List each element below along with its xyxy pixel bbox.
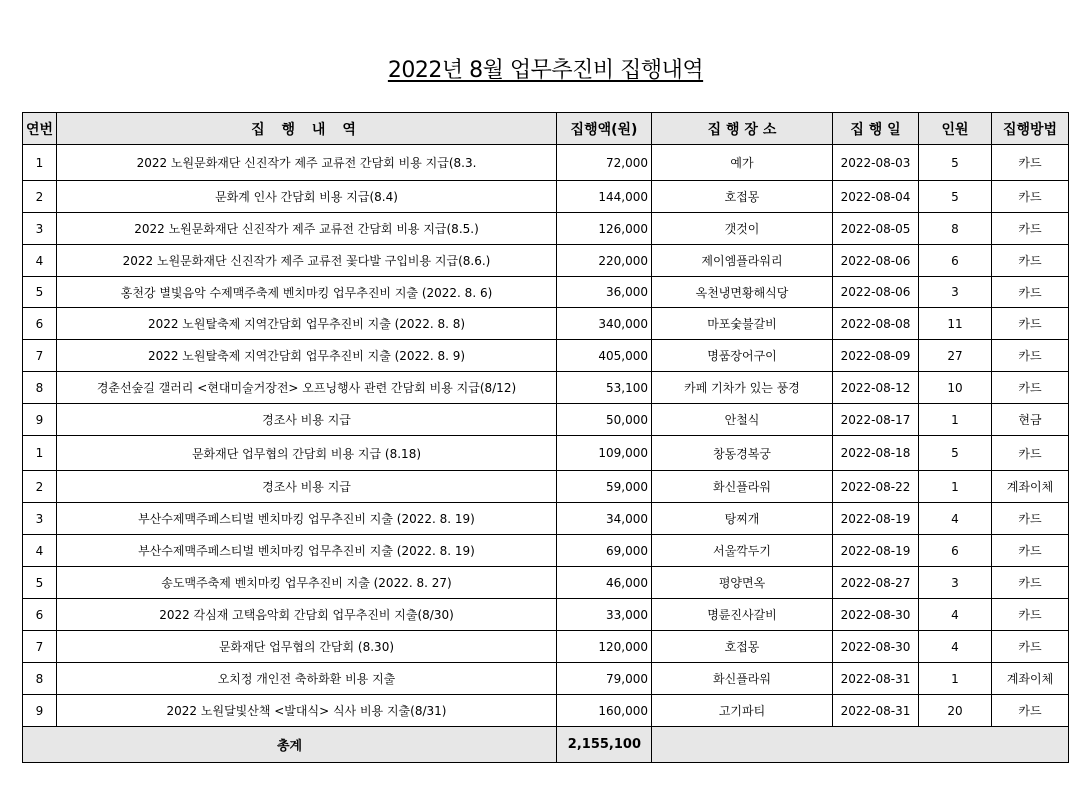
row-method: 카드: [992, 695, 1069, 727]
table-row: [23, 663, 1069, 695]
page-title: 2022년 8월 업무추진비 집행내역: [387, 58, 704, 83]
row-description: 오치정 개인전 축하화환 비용 지출: [57, 663, 557, 695]
row-amount: 36,000: [557, 277, 652, 308]
table-row: [23, 340, 1069, 372]
header-people: 인원: [919, 113, 992, 145]
row-no: 9: [23, 404, 57, 436]
row-place: 명륜진사갈비: [652, 599, 833, 631]
table-row: [23, 503, 1069, 535]
row-place: 옥천냉면황해식당: [652, 277, 833, 308]
row-no: 3: [23, 213, 57, 245]
row-people: 20: [919, 695, 992, 727]
row-date: 2022-08-12: [833, 372, 919, 404]
row-people: 3: [919, 567, 992, 599]
row-people: 6: [919, 535, 992, 567]
row-description: 2022 노원문화재단 신진작가 제주 교류전 간담회 비용 지급(8.3.: [57, 145, 557, 181]
row-amount: 33,000: [557, 599, 652, 631]
row-date: 2022-08-31: [833, 695, 919, 727]
row-amount: 79,000: [557, 663, 652, 695]
row-method: 카드: [992, 631, 1069, 663]
row-description: 경조사 비용 지급: [57, 471, 557, 503]
row-description: 경춘선숲길 갤러리 <현대미술거장전> 오프닝행사 관련 간담회 비용 지급(8/12): [57, 372, 557, 404]
header-place: 집 행 장 소: [652, 113, 833, 145]
row-method: 카드: [992, 277, 1069, 308]
row-no: 2: [23, 181, 57, 213]
row-people: 5: [919, 436, 992, 471]
header-method: 집행방법: [992, 113, 1069, 145]
total-row: [23, 727, 1069, 763]
row-people: 4: [919, 599, 992, 631]
row-date: 2022-08-27: [833, 567, 919, 599]
row-no: 6: [23, 599, 57, 631]
row-no: 1: [23, 145, 57, 181]
row-method: 카드: [992, 340, 1069, 372]
header-description: 집 행 내 역: [57, 113, 557, 145]
row-amount: 59,000: [557, 471, 652, 503]
header-date: 집 행 일: [833, 113, 919, 145]
table-row: [23, 145, 1069, 181]
row-people: 6: [919, 245, 992, 277]
row-place: 갯것이: [652, 213, 833, 245]
row-people: 1: [919, 663, 992, 695]
row-description: 2022 노원탈축제 지역간담회 업무추진비 지출 (2022. 8. 8): [57, 308, 557, 340]
table-row: [23, 181, 1069, 213]
row-amount: 126,000: [557, 213, 652, 245]
row-people: 8: [919, 213, 992, 245]
row-date: 2022-08-06: [833, 245, 919, 277]
table-row: [23, 308, 1069, 340]
row-date: 2022-08-09: [833, 340, 919, 372]
row-description: 송도맥주축제 벤치마킹 업무추진비 지출 (2022. 8. 27): [57, 567, 557, 599]
row-date: 2022-08-30: [833, 599, 919, 631]
row-people: 27: [919, 340, 992, 372]
row-people: 5: [919, 181, 992, 213]
row-people: 3: [919, 277, 992, 308]
row-place: 호접몽: [652, 181, 833, 213]
row-place: 마포숯불갈비: [652, 308, 833, 340]
row-method: 카드: [992, 213, 1069, 245]
expense-table: [22, 112, 1069, 763]
row-method: 카드: [992, 245, 1069, 277]
row-description: 부산수제맥주페스티벌 벤치마킹 업무추진비 지출 (2022. 8. 19): [57, 503, 557, 535]
table-row: [23, 277, 1069, 308]
row-date: 2022-08-05: [833, 213, 919, 245]
row-people: 4: [919, 503, 992, 535]
row-method: 카드: [992, 181, 1069, 213]
header-no: 연번: [23, 113, 57, 145]
table-row: [23, 213, 1069, 245]
row-date: 2022-08-06: [833, 277, 919, 308]
row-place: 안철식: [652, 404, 833, 436]
row-date: 2022-08-18: [833, 436, 919, 471]
total-empty: [652, 727, 1069, 763]
table-row: [23, 695, 1069, 727]
row-no: 2: [23, 471, 57, 503]
row-description: 2022 노원탈축제 지역간담회 업무추진비 지출 (2022. 8. 9): [57, 340, 557, 372]
row-date: 2022-08-19: [833, 535, 919, 567]
row-description: 문화재단 업무협의 간담회 비용 지급 (8.18): [57, 436, 557, 471]
row-place: 카페 기차가 있는 풍경: [652, 372, 833, 404]
row-no: 5: [23, 277, 57, 308]
row-place: 화신플라워: [652, 663, 833, 695]
row-people: 1: [919, 404, 992, 436]
table-row: [23, 567, 1069, 599]
row-no: 8: [23, 372, 57, 404]
row-no: 3: [23, 503, 57, 535]
row-place: 호접몽: [652, 631, 833, 663]
row-amount: 72,000: [557, 145, 652, 181]
table-row: [23, 404, 1069, 436]
row-amount: 109,000: [557, 436, 652, 471]
row-place: 화신플라워: [652, 471, 833, 503]
row-method: 계좌이체: [992, 663, 1069, 695]
row-amount: 50,000: [557, 404, 652, 436]
row-no: 1: [23, 436, 57, 471]
row-date: 2022-08-31: [833, 663, 919, 695]
row-amount: 220,000: [557, 245, 652, 277]
row-date: 2022-08-08: [833, 308, 919, 340]
row-description: 문화계 인사 간담회 비용 지급(8.4): [57, 181, 557, 213]
row-place: 제이엠플라워리: [652, 245, 833, 277]
row-method: 계좌이체: [992, 471, 1069, 503]
row-amount: 69,000: [557, 535, 652, 567]
table-row: [23, 535, 1069, 567]
row-description: 2022 노원문화재단 신진작가 제주 교류전 간담회 비용 지급(8.5.): [57, 213, 557, 245]
row-description: 홍천강 별빛음악 수제맥주축제 벤치마킹 업무추진비 지출 (2022. 8. 6): [57, 277, 557, 308]
table-row: [23, 599, 1069, 631]
total-amount: 2,155,100: [557, 727, 652, 763]
row-date: 2022-08-03: [833, 145, 919, 181]
row-amount: 120,000: [557, 631, 652, 663]
row-people: 10: [919, 372, 992, 404]
row-no: 8: [23, 663, 57, 695]
row-description: 문화재단 업무협의 간담회 (8.30): [57, 631, 557, 663]
row-description: 2022 노원문화재단 신진작가 제주 교류전 꽃다발 구입비용 지급(8.6.): [57, 245, 557, 277]
row-description: 2022 각심재 고택음악회 간담회 업무추진비 지출(8/30): [57, 599, 557, 631]
row-people: 11: [919, 308, 992, 340]
row-method: 카드: [992, 436, 1069, 471]
table-row: [23, 471, 1069, 503]
row-amount: 144,000: [557, 181, 652, 213]
table-row: [23, 436, 1069, 471]
row-no: 4: [23, 535, 57, 567]
row-date: 2022-08-22: [833, 471, 919, 503]
row-method: 카드: [992, 599, 1069, 631]
row-place: 탕찌개: [652, 503, 833, 535]
table-row: [23, 631, 1069, 663]
total-label: 총계: [23, 727, 557, 763]
table-row: [23, 372, 1069, 404]
row-amount: 46,000: [557, 567, 652, 599]
row-method: 카드: [992, 372, 1069, 404]
row-method: 카드: [992, 567, 1069, 599]
row-place: 명품장어구이: [652, 340, 833, 372]
row-people: 5: [919, 145, 992, 181]
row-place: 고기파티: [652, 695, 833, 727]
row-no: 6: [23, 308, 57, 340]
row-amount: 405,000: [557, 340, 652, 372]
row-date: 2022-08-17: [833, 404, 919, 436]
row-method: 카드: [992, 308, 1069, 340]
row-no: 4: [23, 245, 57, 277]
row-method: 카드: [992, 503, 1069, 535]
row-method: 카드: [992, 145, 1069, 181]
row-date: 2022-08-04: [833, 181, 919, 213]
row-people: 1: [919, 471, 992, 503]
row-method: 카드: [992, 535, 1069, 567]
table-row: [23, 245, 1069, 277]
row-amount: 53,100: [557, 372, 652, 404]
row-description: 경조사 비용 지급: [57, 404, 557, 436]
row-method: 현금: [992, 404, 1069, 436]
row-place: 창동경복궁: [652, 436, 833, 471]
header-amount: 집행액(원): [557, 113, 652, 145]
row-people: 4: [919, 631, 992, 663]
row-amount: 340,000: [557, 308, 652, 340]
row-no: 7: [23, 340, 57, 372]
row-no: 7: [23, 631, 57, 663]
row-no: 5: [23, 567, 57, 599]
row-description: 부산수제맥주페스티벌 벤치마킹 업무추진비 지출 (2022. 8. 19): [57, 535, 557, 567]
row-description: 2022 노원달빛산책 <발대식> 식사 비용 지출(8/31): [57, 695, 557, 727]
header-row: [23, 113, 1069, 145]
row-place: 예가: [652, 145, 833, 181]
row-amount: 34,000: [557, 503, 652, 535]
row-no: 9: [23, 695, 57, 727]
row-date: 2022-08-30: [833, 631, 919, 663]
row-place: 서울깍두기: [652, 535, 833, 567]
row-place: 평양면옥: [652, 567, 833, 599]
row-amount: 160,000: [557, 695, 652, 727]
row-date: 2022-08-19: [833, 503, 919, 535]
